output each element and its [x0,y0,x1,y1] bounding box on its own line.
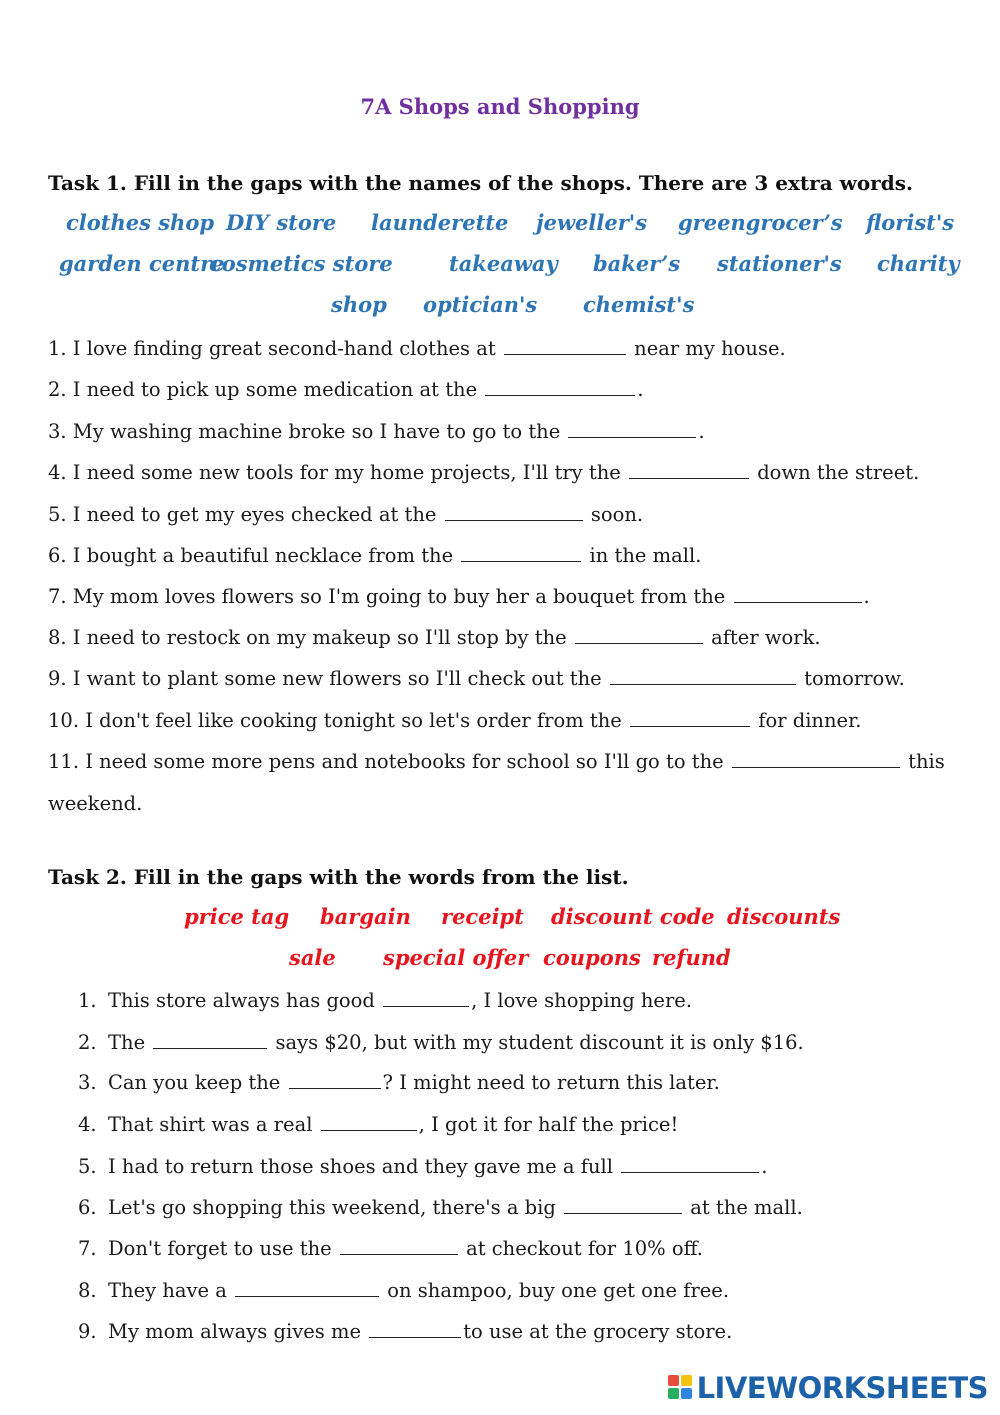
word-bank-item: sale [289,945,336,970]
answer-blank[interactable] [734,588,862,603]
answer-blank[interactable] [383,992,469,1007]
word-bank-item: greengrocer’s [678,210,843,235]
word-bank-item: coupons [543,945,641,970]
answer-blank[interactable] [629,464,749,479]
task1-sentence-2: 2. I need to pick up some medication at the . [48,378,644,401]
answer-blank[interactable] [504,340,626,355]
answer-blank[interactable] [321,1116,417,1131]
answer-blank[interactable] [289,1074,381,1089]
answer-blank[interactable] [610,670,796,685]
task1-word-bank-row-3 [0,292,1000,322]
answer-blank[interactable] [621,1158,759,1173]
task2-sentence-5: 5. I had to return those shoes and they gave me a full . [78,1155,768,1178]
answer-blank[interactable] [235,1282,379,1297]
task2-sentence-4: 4. That shirt was a real , I got it for half the price! [78,1113,679,1136]
word-bank-item: florist's [866,210,955,235]
task1-sentence-11-continuation: weekend. [48,792,143,815]
word-bank-item: cosmetics store [209,251,393,276]
task2-sentence-6: 6. Let's go shopping this weekend, there's a big at the mall. [78,1196,803,1219]
task2-sentence-2: 2. The says $20, but with my student discount it is only $16. [78,1031,804,1054]
word-bank-item: baker’s [593,251,681,276]
answer-blank[interactable] [630,712,750,727]
task2-sentence-1: 1. This store always has good , I love shopping here. [78,989,693,1012]
answer-blank[interactable] [340,1240,458,1255]
liveworksheets-logo-icon [668,1375,694,1401]
word-bank-item: stationer's [717,251,842,276]
answer-blank[interactable] [575,629,703,644]
answer-blank[interactable] [732,753,900,768]
task2-word-bank-row-2 [0,945,1000,975]
task1-sentence-3: 3. My washing machine broke so I have to go to the . [48,420,705,443]
word-bank-item: takeaway [449,251,558,276]
answer-blank[interactable] [568,423,696,438]
word-bank-item: chemist's [583,292,695,317]
answer-blank[interactable] [445,506,583,521]
task2-sentence-7: 7. Don't forget to use the at checkout for 10% off. [78,1237,703,1260]
word-bank-item: clothes shop [66,210,215,235]
answer-blank[interactable] [153,1034,267,1049]
task1-sentence-9: 9. I want to plant some new flowers so I'll check out the tomorrow. [48,667,905,690]
task2-sentence-8: 8. They have a on shampoo, buy one get one free. [78,1279,730,1302]
answer-blank[interactable] [485,381,635,396]
task1-sentence-5: 5. I need to get my eyes checked at the soon. [48,503,644,526]
word-bank-item: launderette [371,210,509,235]
task1-sentence-8: 8. I need to restock on my makeup so I'll stop by the after work. [48,626,821,649]
task1-word-bank-row-1 [0,210,1000,240]
word-bank-item: special offer [383,945,529,970]
word-bank-item: discounts [727,904,841,929]
answer-blank[interactable] [461,547,581,562]
task2-word-bank-row-1 [0,904,1000,934]
word-bank-item: garden centre [59,251,225,276]
word-bank-item: jeweller's [536,210,648,235]
answer-blank[interactable] [369,1323,461,1338]
word-bank-item: charity [877,251,960,276]
task1-sentence-1: 1. I love finding great second-hand clothes at near my house. [48,337,786,360]
word-bank-item: refund [652,945,731,970]
word-bank-item: price tag [184,904,290,929]
task1-sentence-11: 11. I need some more pens and notebooks for school so I'll go to the this [48,750,945,773]
task1-sentence-7: 7. My mom loves flowers so I'm going to buy her a bouquet from the . [48,585,870,608]
word-bank-item: bargain [320,904,411,929]
task1-sentence-10: 10. I don't feel like cooking tonight so let's order from the for dinner. [48,709,862,732]
word-bank-item: discount code [551,904,715,929]
word-bank-item: DIY store [226,210,337,235]
task1-word-bank-row-2 [0,251,1000,281]
word-bank-item: shop [331,292,387,317]
task1-sentence-4: 4. I need some new tools for my home projects, I'll try the down the street. [48,461,920,484]
word-bank-item: optician's [423,292,538,317]
task1-sentence-6: 6. I bought a beautiful necklace from the in the mall. [48,544,702,567]
task2-sentence-3: 3. Can you keep the ? I might need to return this later. [78,1071,720,1094]
task2-sentence-9: 9. My mom always gives me to use at the grocery store. [78,1320,733,1343]
word-bank-item: receipt [441,904,524,929]
answer-blank[interactable] [564,1199,682,1214]
task1-heading: Task 1. Fill in the gaps with the names of the shops. There are 3 extra words. [48,171,913,195]
page-title: 7A Shops and Shopping [360,94,640,119]
liveworksheets-logo-text: LIVEWORKSHEETS [696,1371,988,1405]
task2-heading: Task 2. Fill in the gaps with the words from the list. [48,865,629,889]
liveworksheets-logo[interactable] [668,1371,988,1405]
